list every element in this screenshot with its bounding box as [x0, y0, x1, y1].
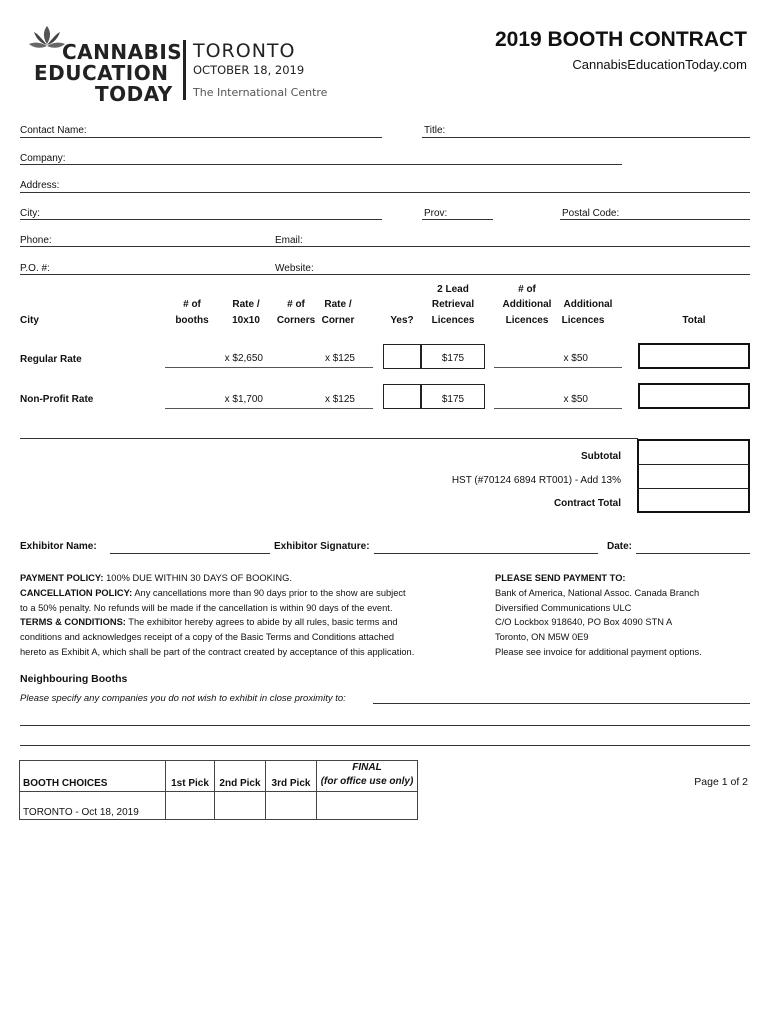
nonprofit-total-box[interactable] [638, 383, 750, 409]
phone-email-field[interactable] [20, 246, 750, 247]
col-booths-2: booths [175, 315, 209, 326]
nonprofit-additional-rate: x $50 [563, 394, 588, 405]
nonprofit-corners-field[interactable] [271, 408, 373, 409]
logo-line-education: EDUCATION [34, 61, 169, 85]
nonprofit-lead-price: $175 [441, 394, 465, 405]
table-rule [20, 438, 638, 439]
col-corners-2: Corners [276, 315, 316, 326]
title-label: Title: [424, 125, 446, 136]
final-cell [317, 792, 418, 820]
payment-address-heading: PLEASE SEND PAYMENT TO: [495, 573, 626, 583]
regular-total-box[interactable] [638, 343, 750, 369]
terms-text-2: conditions and acknowledges receipt of a copy of the Basic Terms and Conditions attached [20, 632, 394, 643]
payment-address-line-4: Toronto, ON M5W 0E9 [495, 632, 589, 643]
po-label: P.O. #: [20, 263, 50, 274]
regular-corner-rate: x $125 [324, 353, 355, 364]
regular-corners-field[interactable] [271, 367, 373, 368]
email-label: Email: [275, 235, 303, 246]
contact-name-label: Contact Name: [20, 125, 87, 136]
page-number: Page 1 of 2 [694, 776, 748, 788]
company-label: Company: [20, 153, 66, 164]
prov-label: Prov: [424, 208, 448, 219]
col-rate-2: 10x10 [232, 315, 260, 326]
postal-code-field[interactable] [560, 219, 750, 220]
booth-choices-header-row [20, 761, 418, 792]
terms-label: TERMS & CONDITIONS: [20, 617, 126, 628]
payment-address-line-2: Diversified Communications ULC [495, 602, 632, 613]
regular-additional-rate: x $50 [563, 353, 588, 364]
col-lead-2: Retrieval [431, 299, 475, 310]
neighbours-heading: Neighbouring Booths [20, 673, 128, 685]
city-label: City: [20, 208, 40, 219]
col-add-3: Licences [505, 315, 549, 326]
terms-text-1: The exhibitor hereby agrees to abide by all rules, basic terms and [125, 617, 398, 628]
col-rate-corner-1: Rate / [324, 299, 352, 310]
nonprofit-rate: x $1,700 [224, 394, 263, 405]
regular-lead-price: $175 [441, 353, 465, 364]
col-rate-corner-2: Corner [321, 315, 355, 326]
col-lead-3: Licences [431, 315, 475, 326]
neighbours-field-3[interactable] [20, 745, 750, 746]
regular-booths-field[interactable] [165, 367, 271, 368]
logo-line-cannabis: CANNABIS [62, 40, 183, 64]
regular-yes-box[interactable] [383, 344, 421, 369]
terms-conditions [20, 615, 414, 630]
title-field[interactable] [422, 137, 750, 138]
cannabis-leaf-icon [28, 26, 66, 62]
cancellation-policy-text-2: to a 50% penalty. No refunds will be made if the cancellation is within 90 days of the event. [20, 602, 393, 613]
col-add-1: # of [518, 284, 536, 295]
neighbours-field-1[interactable] [373, 703, 750, 704]
policy-block [20, 571, 414, 660]
row-regular-label: Regular Rate [20, 354, 82, 365]
final-header [317, 761, 418, 792]
city-field[interactable] [20, 219, 382, 220]
cancellation-policy [20, 586, 414, 601]
nonprofit-booths-field[interactable] [165, 408, 271, 409]
exhibitor-signature-field[interactable] [374, 553, 598, 554]
col-city: City [20, 315, 39, 326]
company-field[interactable] [20, 164, 622, 165]
col-rate-1: Rate / [232, 299, 260, 310]
final-header-line-1: FINAL [352, 762, 382, 773]
nonprofit-corner-rate: x $125 [324, 394, 355, 405]
logo-date: OCTOBER 18, 2019 [193, 63, 305, 77]
address-label: Address: [20, 180, 60, 191]
booth-choices-heading: BOOTH CHOICES [20, 761, 166, 792]
second-pick-cell[interactable] [215, 792, 266, 820]
exhibitor-name-field[interactable] [110, 553, 270, 554]
first-pick-header: 1st Pick [166, 761, 215, 792]
logo-city: TORONTO [193, 40, 296, 62]
date-label: Date: [607, 541, 633, 552]
neighbours-field-2[interactable] [20, 725, 750, 726]
col-yes: Yes? [390, 315, 414, 326]
payment-policy-label: PAYMENT POLICY: [20, 573, 104, 583]
totals-divider-2 [637, 488, 750, 489]
col-booths-1: # of [183, 299, 201, 310]
col-lead-1: 2 Lead [437, 284, 469, 295]
prov-field[interactable] [422, 219, 493, 220]
second-pick-header: 2nd Pick [215, 761, 266, 792]
neighbours-instruction: Please specify any companies you do not wish to exhibit in close proximity to: [20, 693, 346, 704]
payment-policy-text: 100% DUE WITHIN 30 DAYS OF BOOKING. [103, 573, 292, 583]
third-pick-cell[interactable] [266, 792, 317, 820]
booth-choices-row [20, 792, 418, 820]
page-title: 2019 BOOTH CONTRACT [494, 28, 747, 51]
phone-label: Phone: [20, 235, 52, 246]
logo-venue: The International Centre [193, 86, 328, 99]
contract-total-label: Contract Total [553, 498, 621, 509]
third-pick-header: 3rd Pick [266, 761, 317, 792]
exhibitor-name-label: Exhibitor Name: [20, 541, 97, 552]
nonprofit-additional-field[interactable] [494, 408, 622, 409]
col-add-lic-1: Additional [563, 299, 613, 310]
first-pick-cell[interactable] [166, 792, 215, 820]
po-website-field[interactable] [20, 274, 750, 275]
exhibitor-signature-label: Exhibitor Signature: [274, 541, 370, 552]
col-add-2: Additional [502, 299, 552, 310]
regular-rate: x $2,650 [224, 353, 263, 364]
postal-code-label: Postal Code: [562, 208, 620, 219]
col-total: Total [682, 315, 706, 326]
date-field[interactable] [636, 553, 750, 554]
payment-address-line-1: Bank of America, National Assoc. Canada Branch [495, 587, 700, 598]
booth-choices-table [19, 760, 418, 820]
payment-policy [20, 571, 414, 586]
hst-label: HST (#70124 6894 RT001) - Add 13% [451, 475, 621, 486]
contact-name-field[interactable] [20, 137, 382, 138]
final-header-line-2: (for office use only) [320, 776, 414, 787]
col-add-lic-2: Licences [561, 315, 605, 326]
row-nonprofit-label: Non-Profit Rate [20, 394, 94, 405]
nonprofit-yes-box[interactable] [383, 384, 421, 409]
cancellation-policy-label: CANCELLATION POLICY: [20, 587, 133, 598]
totals-box [637, 439, 750, 513]
col-corners-1: # of [287, 299, 305, 310]
cancellation-policy-text-1: Any cancellations more than 90 days prior to the show are subject [132, 587, 406, 598]
totals-divider-1 [637, 464, 750, 465]
subtotal-label: Subtotal [581, 451, 621, 462]
website-label: Website: [275, 263, 314, 274]
payment-address-line-3: C/O Lockbox 918640, PO Box 4090 STN A [495, 617, 673, 628]
logo-divider [183, 40, 186, 100]
payment-address-block [495, 571, 702, 660]
logo-line-today: TODAY [95, 82, 173, 106]
terms-text-3: hereto as Exhibit A, which shall be part of the contract created by acceptance of this application. [20, 646, 415, 657]
payment-address-line-5: Please see invoice for additional payment options. [495, 646, 702, 657]
booth-choices-row-label: TORONTO - Oct 18, 2019 [20, 792, 166, 820]
site-url: CannabisEducationToday.com [572, 57, 747, 72]
address-field[interactable] [20, 192, 750, 193]
regular-additional-field[interactable] [494, 367, 622, 368]
